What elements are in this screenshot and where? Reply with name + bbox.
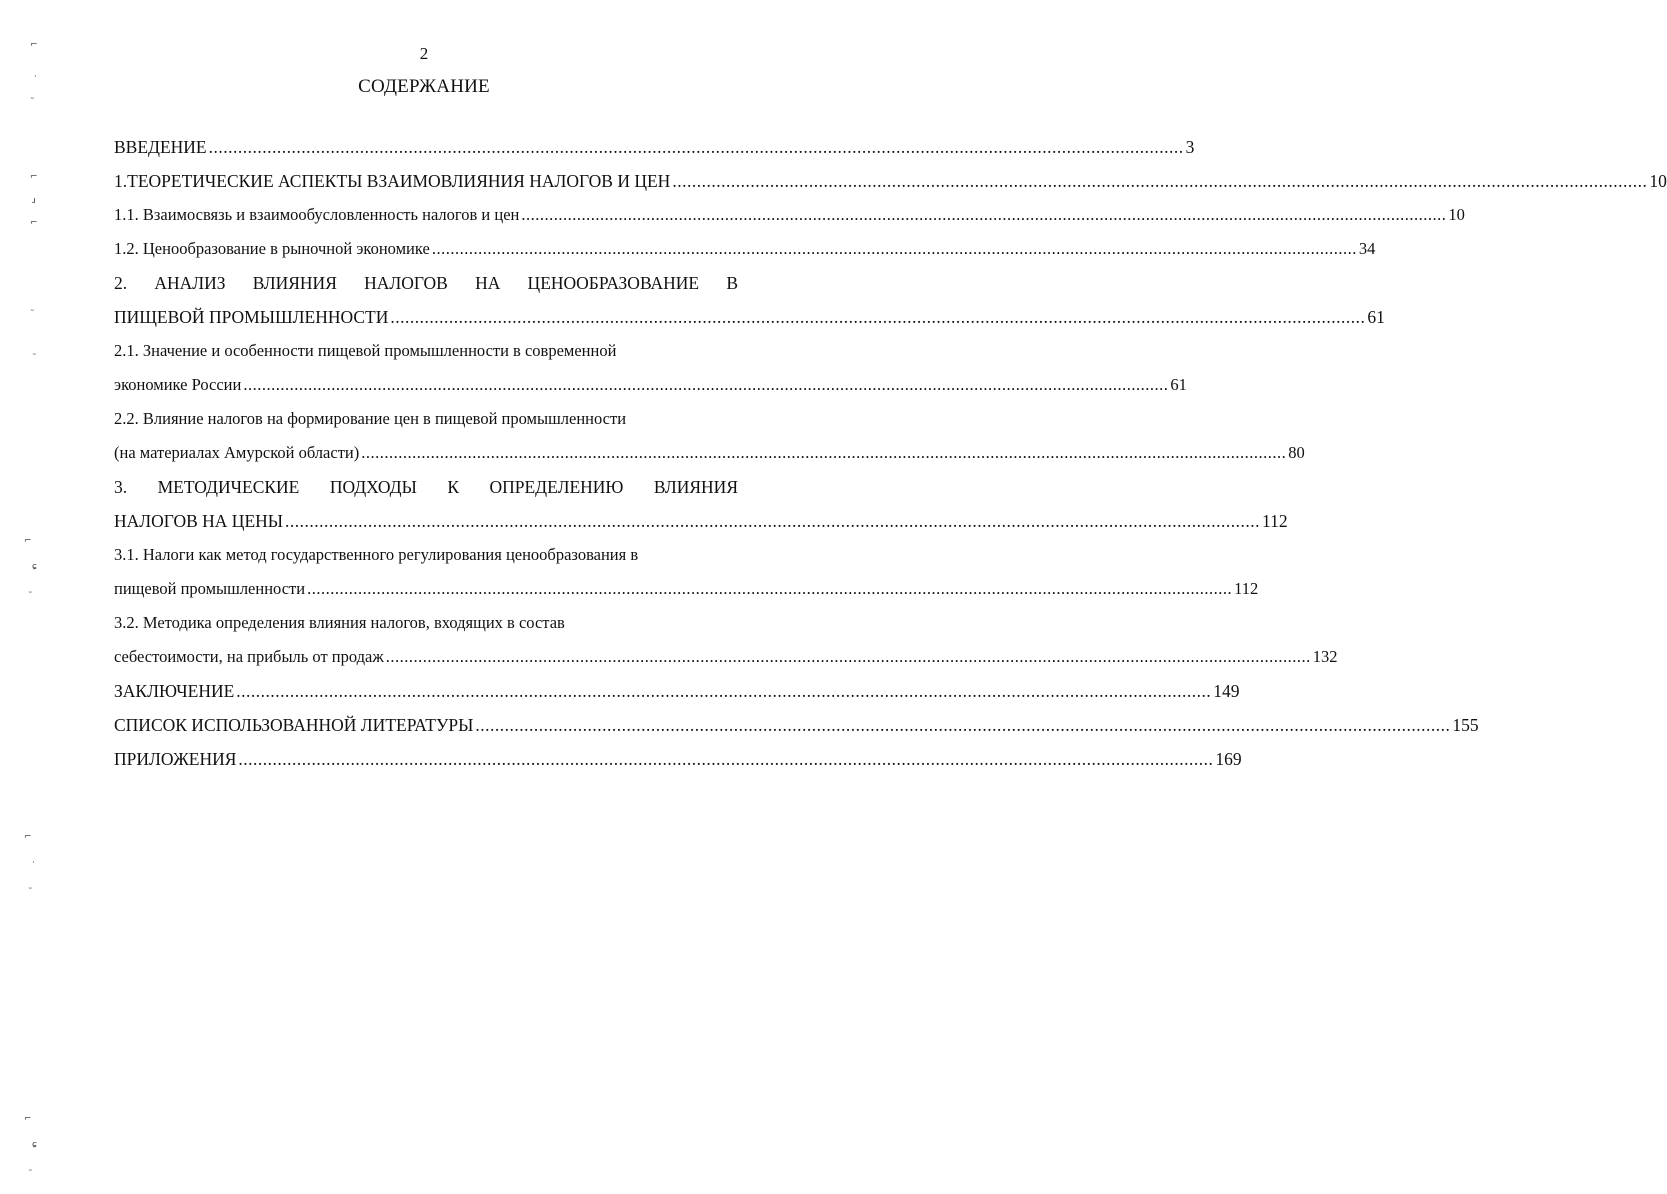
leader-dots [285,504,1260,538]
toc-entry-chapter-2[interactable] [114,300,1385,334]
toc-entry-section-2-2-line1[interactable]: 2.2. Влияние налогов на формирование цен в пищевой промышленности [114,409,627,428]
leader-dots [307,572,1232,606]
leader-dots [475,708,1450,742]
toc-entry-section-3-2[interactable] [114,640,1338,674]
toc-label: ВВЕДЕНИЕ [114,137,207,157]
page-title: СОДЕРЖАНИЕ [358,76,490,97]
toc-page: 34 [1358,239,1376,258]
leader-dots [432,232,1357,266]
toc-entry-section-2-2[interactable] [114,436,1305,470]
toc-label: пищевой промышленности [114,579,306,598]
toc-label: 1.ТЕОРЕТИЧЕСКИЕ АСПЕКТЫ ВЗАИМОВЛИЯНИЯ НАЛОГОВ И ЦЕН [114,171,671,191]
toc-page: 10 [1448,205,1465,224]
toc-entry-section-2-1[interactable] [114,368,1187,402]
toc-page: 155 [1452,715,1479,735]
toc-entry-section-2-1-line1[interactable]: 2.1. Значение и особенности пищевой промышленности в современной [114,341,617,360]
toc-page: 61 [1170,375,1187,394]
toc-entry-section-1-1[interactable] [114,198,1465,232]
leader-dots [238,742,1213,776]
leader-dots [361,436,1286,470]
leader-dots [236,674,1211,708]
toc-page: 80 [1288,443,1305,462]
leader-dots [209,130,1184,164]
toc-page: 169 [1215,749,1242,769]
toc-page: 132 [1312,647,1338,666]
table-of-contents [114,130,1667,776]
toc-page: 112 [1234,579,1259,598]
toc-page: 112 [1262,511,1288,531]
toc-entry-intro[interactable] [114,130,1195,164]
page-number: 2 [419,44,429,63]
toc-entry-section-1-2[interactable] [114,232,1376,266]
toc-entry-appendix[interactable] [114,742,1242,776]
toc-entry-section-3-1-line1[interactable]: 3.1. Налоги как метод государственного регулирования ценообразования в [114,545,639,564]
toc-entry-conclusion[interactable] [114,674,1240,708]
toc-label: ЗАКЛЮЧЕНИЕ [114,681,235,701]
toc-label: НАЛОГОВ НА ЦЕНЫ [114,511,284,531]
toc-label: себестоимости, на прибыль от продаж [114,647,384,666]
toc-entry-literature[interactable] [114,708,1479,742]
leader-dots [386,640,1311,674]
toc-entry-chapter-3-line1[interactable]: 3. МЕТОДИЧЕСКИЕ ПОДХОДЫ К ОПРЕДЕЛЕНИЮ ВЛИЯНИЯ [114,477,738,497]
toc-entry-chapter-2-line1[interactable]: 2. АНАЛИЗ ВЛИЯНИЯ НАЛОГОВ НА ЦЕНООБРАЗОВАНИЕ В [114,273,738,293]
toc-page: 61 [1367,307,1385,327]
leader-dots [390,300,1365,334]
toc-page: 3 [1185,137,1195,157]
toc-page: 149 [1213,681,1240,701]
leader-dots [521,198,1446,232]
binding-marks: ⌐ · ˷ ⌐ ɹ ⌐ ˷ ˷ ⌐ ɕ ˷ ⌐ · ˷ ⌐ ɕ ˷ [24,40,38,1172]
toc-entry-section-3-1[interactable] [114,572,1259,606]
toc-page: 10 [1649,171,1667,191]
toc-entry-section-3-2-line1[interactable]: 3.2. Методика определения влияния налогов, входящих в состав [114,613,565,632]
leader-dots [243,368,1168,402]
leader-dots [672,164,1647,198]
toc-label: (на материалах Амурской области) [114,443,360,462]
toc-label: 1.1. Взаимосвязь и взаимообусловленность налогов и цен [114,205,520,224]
toc-label: 1.2. Ценообразование в рыночной экономике [114,239,430,258]
toc-entry-chapter-1[interactable] [114,164,1667,198]
toc-entry-chapter-3[interactable] [114,504,1288,538]
toc-label: СПИСОК ИСПОЛЬЗОВАННОЙ ЛИТЕРАТУРЫ [114,715,474,735]
toc-label: ПРИЛОЖЕНИЯ [114,749,237,769]
toc-label: экономике России [114,375,242,394]
toc-label: ПИЩЕВОЙ ПРОМЫШЛЕННОСТИ [114,307,389,327]
